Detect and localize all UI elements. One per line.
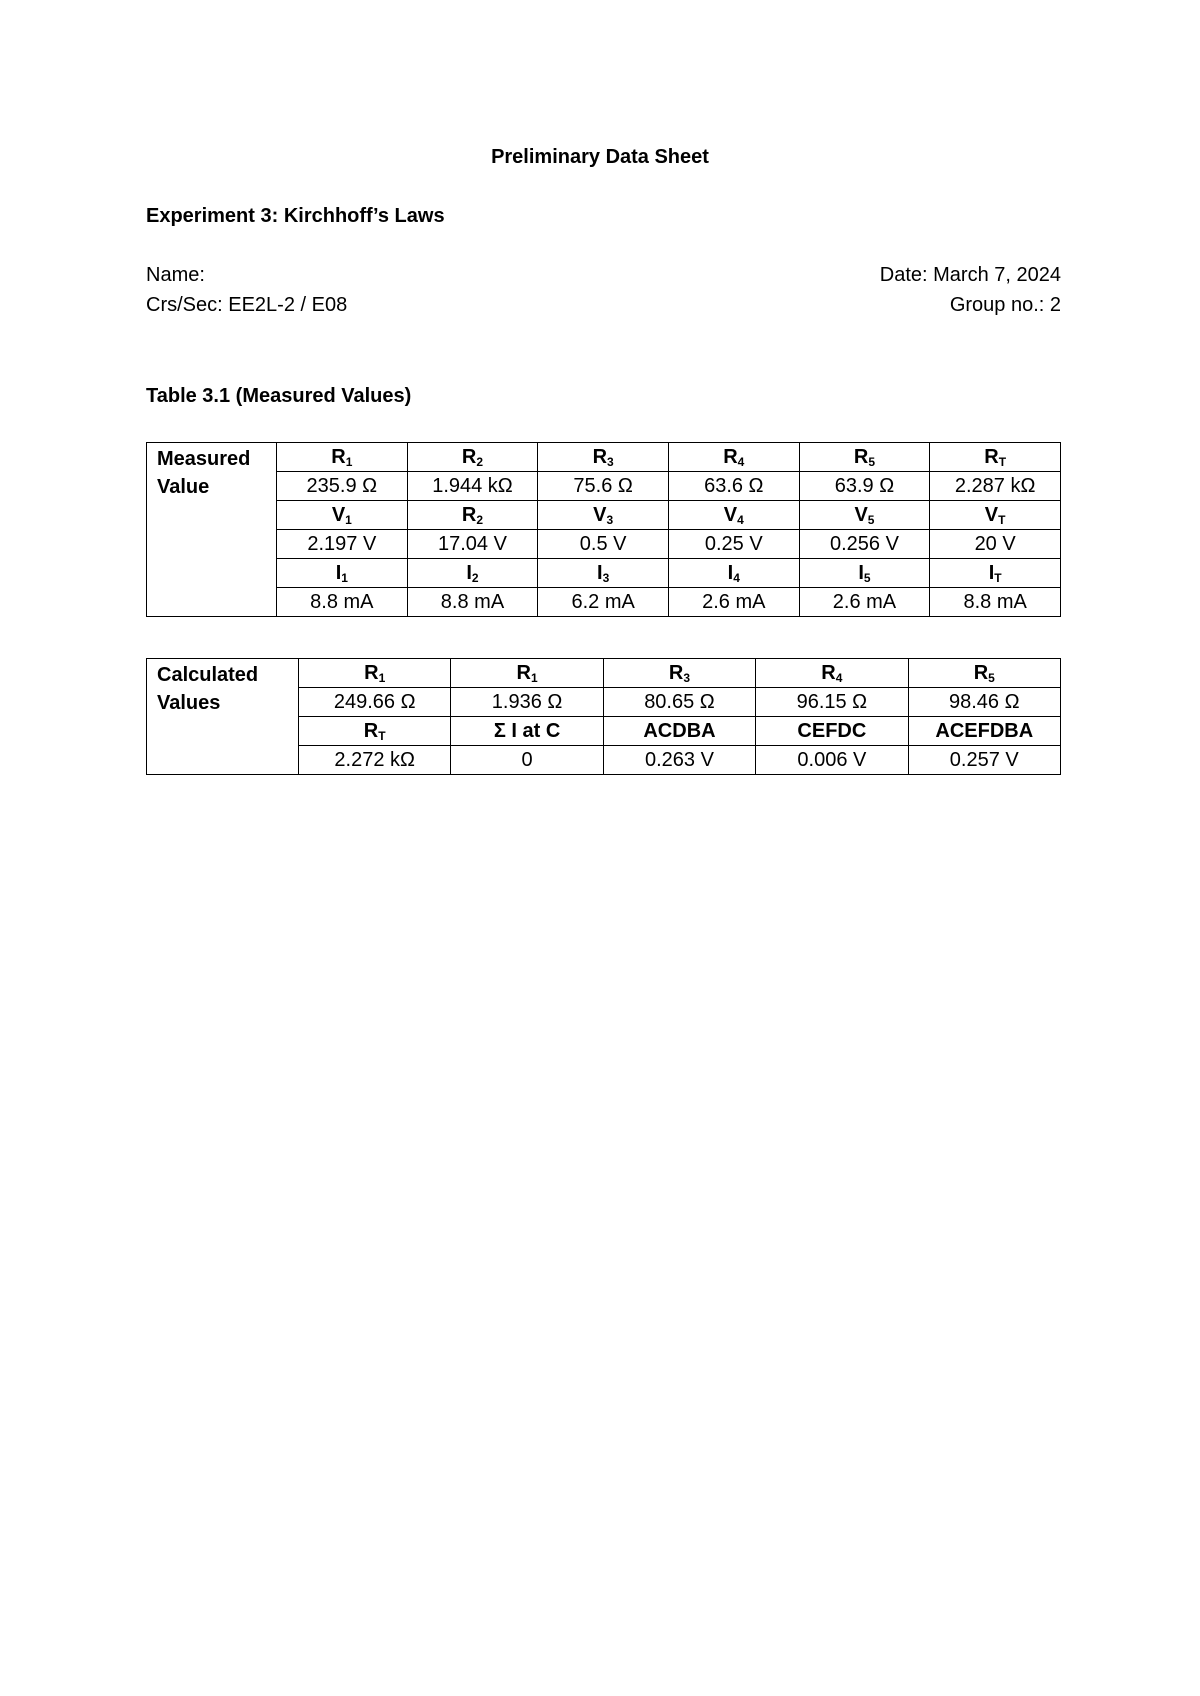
value-cell: 1.944 kΩ [407,472,538,501]
info-row-course-group [146,294,1061,317]
table-row [147,588,1061,617]
value-cell: 0.263 V [603,746,755,775]
value-cell: 17.04 V [407,530,538,559]
measured-value-label: Measured Value [147,443,277,617]
value-cell: 6.2 mA [538,588,669,617]
value-cell: 63.6 Ω [668,472,799,501]
header-cell: $R_4$ [668,443,799,472]
header-cell: $R_5$ [908,659,1060,688]
header-cell: $R_1$ [451,659,603,688]
value-cell: 1.936 Ω [451,688,603,717]
value-cell: 0.257 V [908,746,1060,775]
date-label: Date: March 7, 2024 [879,264,1061,286]
value-cell: 8.8 mA [930,588,1061,617]
header-cell: $V_T$ [930,501,1061,530]
info-row-name-date [146,264,1061,287]
group-number-label: Group no.: 2 [949,294,1061,316]
value-cell: 2.6 mA [799,588,930,617]
value-cell: 63.9 Ω [799,472,930,501]
experiment-title: Experiment 3: Kirchhoff’s Laws [146,205,445,227]
header-cell: $I_5$ [799,559,930,588]
value-cell: 249.66 Ω [299,688,451,717]
header-cell: $R_3$ [538,443,669,472]
header-cell: CEFDC [756,717,908,746]
value-cell: 8.8 mA [277,588,408,617]
header-cell: $R_1$ [277,443,408,472]
value-cell: 96.15 Ω [756,688,908,717]
header-cell: Σ I at C [451,717,603,746]
value-cell: 98.46 Ω [908,688,1060,717]
value-cell: 2.287 kΩ [930,472,1061,501]
calculated-values-label: Calculated Values [147,659,299,775]
header-cell: $R_5$ [799,443,930,472]
table-row [147,559,1061,588]
header-cell: $I_4$ [668,559,799,588]
value-cell: 235.9 Ω [277,472,408,501]
table-row [147,501,1061,530]
value-cell: 2.272 kΩ [299,746,451,775]
table-row [147,659,1061,688]
header-cell: $R_T$ [930,443,1061,472]
value-cell: 2.6 mA [668,588,799,617]
value-cell: 80.65 Ω [603,688,755,717]
header-cell: $R_T$ [299,717,451,746]
table-caption: Table 3.1 (Measured Values) [146,385,412,407]
header-cell: $V_5$ [799,501,930,530]
header-cell: ACDBA [603,717,755,746]
header-cell: $R_4$ [756,659,908,688]
value-cell: 0 [451,746,603,775]
value-cell: 75.6 Ω [538,472,669,501]
value-cell: 0.256 V [799,530,930,559]
page-title: Preliminary Data Sheet [491,146,709,168]
header-cell: $I_1$ [277,559,408,588]
header-cell: $V_1$ [277,501,408,530]
header-cell: $V_4$ [668,501,799,530]
table-row [147,472,1061,501]
header-cell: $R_2$ [407,443,538,472]
name-label: Name: [146,264,205,286]
calculated-values-table [146,658,1061,775]
value-cell: 20 V [930,530,1061,559]
header-cell: $I_2$ [407,559,538,588]
value-cell: 0.006 V [756,746,908,775]
header-cell: $R_3$ [603,659,755,688]
table-row [147,443,1061,472]
header-cell: ACEFDBA [908,717,1060,746]
header-cell: $V_3$ [538,501,669,530]
value-cell: 8.8 mA [407,588,538,617]
header-cell: $R_1$ [299,659,451,688]
course-section-label: Crs/Sec: EE2L-2 / E08 [146,294,348,316]
value-cell: 0.25 V [668,530,799,559]
header-cell: $R_2$ [407,501,538,530]
value-cell: 0.5 V [538,530,669,559]
table-row [147,530,1061,559]
value-cell: 2.197 V [277,530,408,559]
measured-values-table [146,442,1061,617]
header-cell: $I_3$ [538,559,669,588]
header-cell: $I_T$ [930,559,1061,588]
